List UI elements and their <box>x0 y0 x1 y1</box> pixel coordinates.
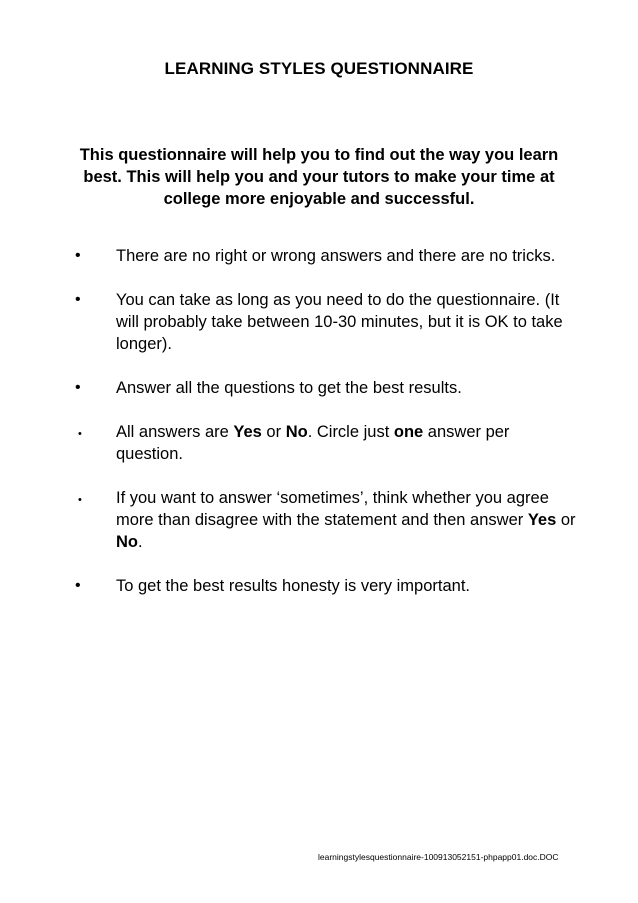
list-item <box>0 487 638 553</box>
list-item <box>0 575 638 597</box>
intro-paragraph: This questionnaire will help you to find out the way you learn best. This will help you and your tutors to make your time at college more enjoyable and successful. <box>79 146 559 208</box>
instructions-list <box>0 245 638 619</box>
bullet-icon: • <box>75 379 81 396</box>
one-emphasis: one <box>393 423 424 441</box>
list-item-text: If you want to answer ‘sometimes’, think whether you agree more than disagree with the statement and then answer Yes or No. <box>116 489 576 551</box>
list-item <box>0 377 638 399</box>
list-item-text: Answer all the questions to get the best results. <box>116 379 462 397</box>
list-item <box>0 245 638 267</box>
list-item-text: To get the best results honesty is very important. <box>116 577 471 595</box>
no-emphasis: No <box>285 423 308 441</box>
list-item <box>0 421 638 465</box>
list-item <box>0 289 638 355</box>
list-item-text: All answers are Yes or No. Circle just one answer per question. <box>116 423 510 463</box>
footer-filename: learningstylesquestionnaire-100913052151-phpapp01.doc.DOC <box>318 852 559 862</box>
bullet-icon: • <box>75 291 81 308</box>
yes-emphasis: Yes <box>527 511 557 529</box>
list-item-text: You can take as long as you need to do the questionnaire. (It will probably take between 10-30 minutes, but it is OK to take longer). <box>116 291 563 353</box>
page-title: LEARNING STYLES QUESTIONNAIRE <box>164 59 474 78</box>
yes-emphasis: Yes <box>233 423 262 441</box>
bullet-icon: • <box>75 577 81 594</box>
bullet-icon: • <box>75 247 81 264</box>
bullet-icon: • <box>78 428 82 440</box>
no-emphasis: No <box>116 533 138 551</box>
bullet-icon: • <box>78 494 82 506</box>
list-item-text: There are no right or wrong answers and there are no tricks. <box>116 247 556 265</box>
